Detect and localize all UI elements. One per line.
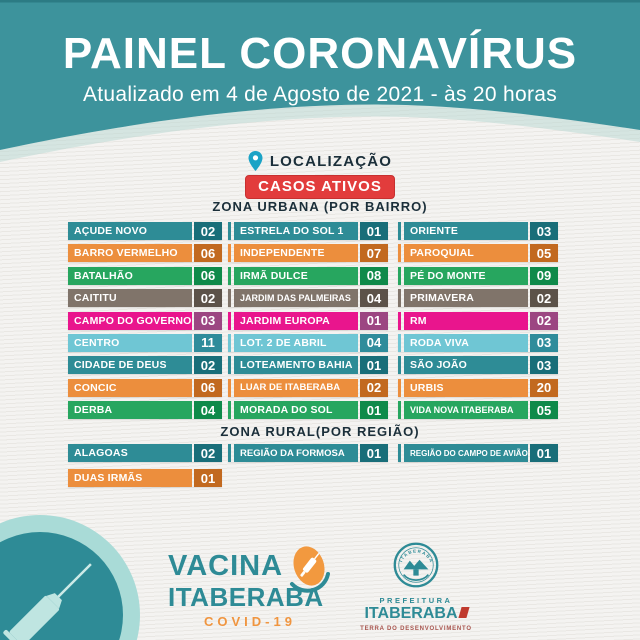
row-accent-stripe [228,379,231,397]
region-name: IRMÃ DULCE [240,269,308,282]
case-row [228,401,388,419]
urban-column-3 [398,222,558,419]
case-row [398,379,558,397]
case-count: 01 [360,222,388,240]
region-name: BATALHÃO [74,269,133,282]
row-accent-stripe [398,222,401,240]
case-count: 02 [360,379,388,397]
region-name: CAITITU [74,292,117,305]
region-name-bar [404,289,528,307]
row-accent-stripe [398,267,401,285]
region-name: ORIENTE [410,225,459,237]
prefeitura-seal-icon [393,542,439,588]
seal-arc-text: ITABERABA [398,548,435,565]
row-accent-stripe [228,312,231,330]
region-name: CAMPO DO GOVERNO [74,314,192,327]
region-name: DERBA [74,404,113,417]
urban-column-1 [68,222,222,419]
region-name: JARDIM EUROPA [240,314,330,327]
case-row [68,469,222,487]
region-name-bar [404,312,528,330]
region-name-bar [234,444,358,462]
case-row [228,312,388,330]
row-accent-stripe [228,289,231,307]
case-row [68,356,222,374]
row-accent-stripe [228,244,231,262]
region-name-bar [404,401,528,419]
case-count: 07 [360,244,388,262]
region-name: PAROQUIAL [410,247,475,260]
case-count: 03 [530,222,558,240]
region-name: ALAGOAS [74,447,128,459]
region-name-bar [68,312,192,330]
region-name-bar [404,444,528,462]
case-count: 03 [530,356,558,374]
region-name-bar [68,267,192,285]
region-name: CONCIC [74,381,117,394]
page-title: PAINEL CORONAVÍRUS [62,29,578,78]
case-count: 08 [360,267,388,285]
vacina-logo-line1: VACINA [168,550,284,582]
region-name-bar [234,379,358,397]
urban-column-2 [228,222,388,419]
region-name: MORADA DO SOL [240,404,333,417]
rural-heading: ZONA RURAL(POR REGIÃO) [220,424,420,439]
case-count: 02 [194,356,222,374]
rural-column-3 [398,444,558,462]
row-accent-stripe [398,244,401,262]
row-accent-stripe [228,401,231,419]
vacina-itaberaba-logo [168,552,332,629]
case-count: 01 [360,444,388,462]
prefeitura-name: ITABERABA [364,605,458,622]
region-name: BARRO VERMELHO [74,247,178,260]
region-name-bar [68,356,192,374]
case-count: 04 [360,289,388,307]
prefeitura-itaberaba-logo [356,542,476,632]
update-subtitle: Atualizado em 4 de Agosto de 2021 - às 20 horas [82,83,558,106]
region-name-bar [234,334,358,352]
case-row [228,267,388,285]
row-accent-stripe [228,267,231,285]
case-row [398,267,558,285]
row-accent-stripe [398,401,401,419]
case-row [398,444,558,462]
case-row [68,244,222,262]
row-accent-stripe [398,334,401,352]
location-label: LOCALIZAÇÃO [269,152,393,170]
case-count: 01 [530,444,558,462]
region-name-bar [404,334,528,352]
svg-text:ITABERABA [398,549,434,564]
case-count: 06 [194,244,222,262]
region-name-bar [234,401,358,419]
urban-heading: ZONA URBANA (POR BAIRRO) [212,199,428,214]
region-name-bar [234,312,358,330]
case-row [398,289,558,307]
region-name: SÃO JOÃO [410,359,468,372]
case-row [398,312,558,330]
case-count: 02 [194,444,222,462]
case-row [398,244,558,262]
case-count: 01 [360,356,388,374]
region-name: PÉ DO MONTE [410,269,486,282]
row-accent-stripe [228,444,231,462]
case-count: 03 [194,312,222,330]
location-pin-icon [248,151,263,171]
case-row [68,334,222,352]
prefeitura-flag-mark [458,607,469,618]
case-row [228,356,388,374]
case-count: 01 [360,312,388,330]
case-count: 05 [530,244,558,262]
case-count: 11 [194,334,222,352]
region-name-bar [234,267,358,285]
region-name: ESTRELA DO SOL 1 [240,225,344,237]
region-name: URBIS [410,381,444,394]
region-name-bar [68,222,192,240]
row-accent-stripe [228,356,231,374]
region-name-bar [68,244,192,262]
case-count: 09 [530,267,558,285]
row-accent-stripe [398,312,401,330]
prefeitura-small-label: PREFEITURA [379,596,453,605]
rural-column-1 [68,444,222,487]
case-count: 05 [530,401,558,419]
vacina-logo-line2: ITABERABA [168,582,324,612]
region-name: JARDIM DAS PALMEIRAS [240,293,351,304]
case-count: 01 [360,401,388,419]
case-row [398,222,558,240]
region-name: CENTRO [74,336,120,349]
case-count: 06 [194,379,222,397]
case-count: 02 [194,222,222,240]
case-count: 02 [194,289,222,307]
case-row [228,222,388,240]
case-row [228,379,388,397]
rural-column-2 [228,444,388,462]
region-name: LOT. 2 DE ABRIL [240,336,327,349]
region-name: LOTEAMENTO BAHIA [240,359,353,372]
case-count: 03 [530,334,558,352]
row-accent-stripe [398,289,401,307]
case-row [68,312,222,330]
case-row [228,289,388,307]
case-row [398,356,558,374]
row-accent-stripe [228,334,231,352]
syringe-circle-icon [0,505,150,640]
region-name: PRIMAVERA [410,292,475,305]
active-cases-badge: CASOS ATIVOS [245,175,395,199]
region-name: INDEPENDENTE [240,247,325,260]
region-name-bar [404,244,528,262]
case-count: 02 [530,289,558,307]
region-name-bar [68,334,192,352]
region-name-bar [68,444,192,462]
region-name-bar [404,267,528,285]
region-name: RODA VIVA [410,336,469,349]
region-name: DUAS IRMÃS [74,472,143,484]
case-row [398,401,558,419]
location-row [0,151,640,171]
prefeitura-tagline: TERRA DO DESENVOLVIMENTO [360,626,472,632]
vacina-covid-label: COVID-19 [204,614,296,629]
region-name-bar [234,356,358,374]
row-accent-stripe [228,222,231,240]
region-name-bar [234,222,358,240]
row-accent-stripe [398,356,401,374]
region-name-bar [404,222,528,240]
region-name-bar [68,379,192,397]
case-row [68,444,222,462]
region-name-bar [234,289,358,307]
case-count: 04 [194,401,222,419]
case-row [68,289,222,307]
case-row [228,244,388,262]
region-name-bar [234,244,358,262]
row-accent-stripe [398,444,401,462]
row-accent-stripe [398,379,401,397]
case-row [68,401,222,419]
region-name-bar [68,469,192,487]
case-row [68,222,222,240]
case-row [398,334,558,352]
case-count: 04 [360,334,388,352]
case-count: 01 [194,469,222,487]
case-count: 06 [194,267,222,285]
region-name-bar [68,289,192,307]
region-name: REGIÃO DO CAMPO DE AVIÃO [410,448,528,458]
region-name: REGIÃO DA FORMOSA [240,447,345,459]
region-name: AÇUDE NOVO [74,225,148,237]
region-name: VIDA NOVA ITABERABA [410,405,514,416]
case-count: 02 [530,312,558,330]
case-row [228,444,388,462]
case-row [228,334,388,352]
region-name: CIDADE DE DEUS [74,359,167,372]
region-name-bar [404,379,528,397]
case-count: 20 [530,379,558,397]
region-name-bar [68,401,192,419]
case-row [68,267,222,285]
case-row [68,379,222,397]
region-name: LUAR DE ITABERABA [240,382,341,394]
vaccine-syringe-ellipse-icon [284,540,334,598]
region-name-bar [404,356,528,374]
region-name: RM [410,314,427,327]
